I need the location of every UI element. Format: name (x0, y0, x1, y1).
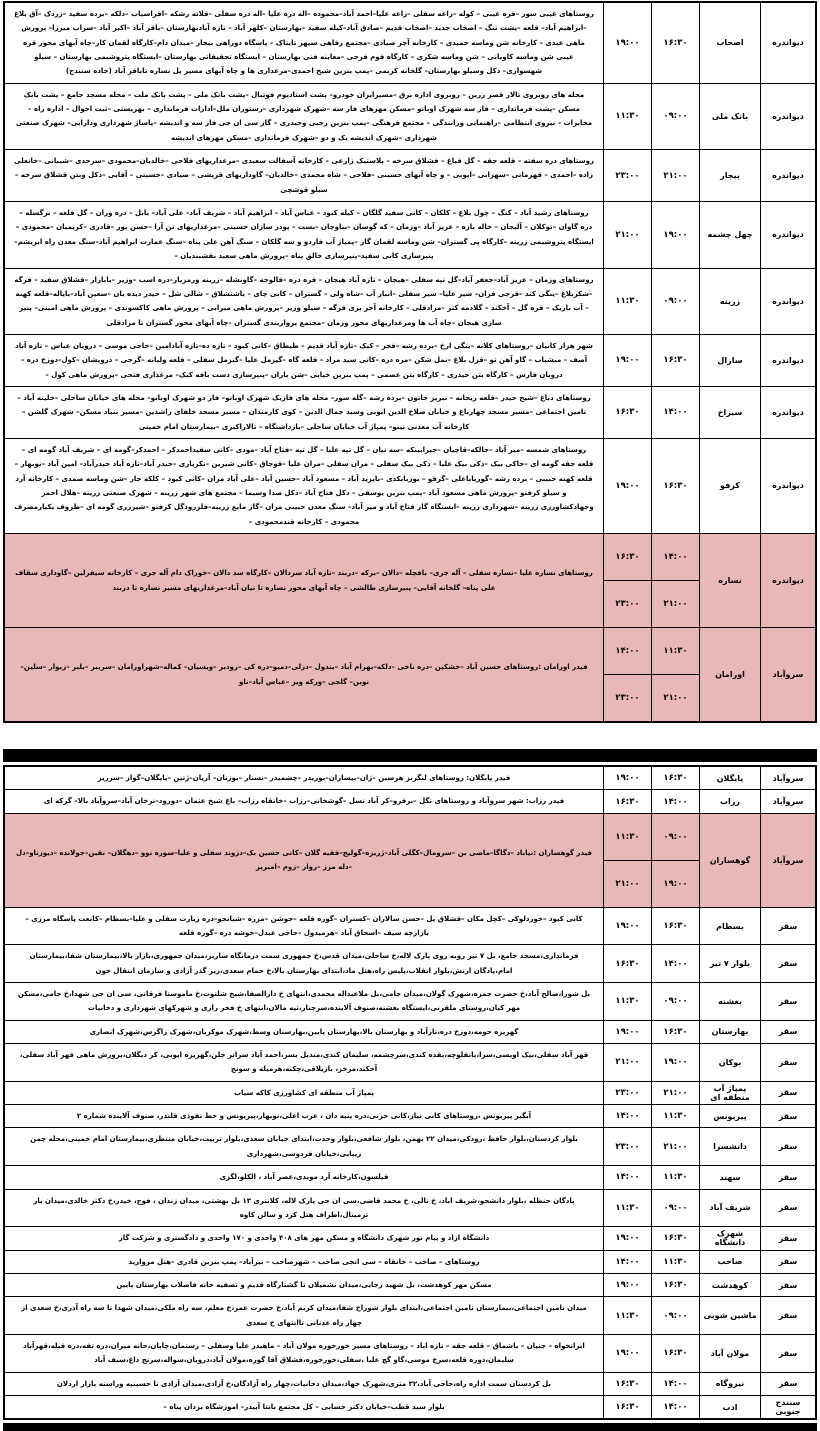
description-cell: بلوار سید قطب–خیابان دکتر حسابی – کل مجتمع بانتا آبیدر– اموزشگاه یزدان پناه – (4, 1395, 604, 1419)
start-time-cell: ۱۹:۰۰ (652, 860, 700, 907)
end-time-cell: ۱۱:۳۰ (604, 813, 652, 860)
bottom-border-bar (3, 1423, 817, 1431)
feeder-cell: ادب (700, 1395, 761, 1419)
end-time-cell: ۱۹:۰۰ (604, 766, 652, 790)
region-cell: دیواندره (761, 83, 817, 149)
outage-table-bottom (3, 765, 817, 1420)
region-cell: سقز (761, 1372, 817, 1395)
start-time-cell: ۱۶:۳۰ (652, 1273, 700, 1296)
start-time-cell: ۱۶:۳۰ (652, 2, 700, 83)
region-cell: سقز (761, 1334, 817, 1372)
feeder-cell: بغشنه (700, 983, 761, 1021)
table-row (4, 766, 816, 790)
feeder-cell: کرفو (700, 438, 761, 533)
start-time-cell: ۱۶:۳۰ (652, 1334, 700, 1372)
region-cell: سروآباد (761, 790, 817, 813)
region-cell: سقز (761, 983, 817, 1021)
end-time-cell: ۱۱:۳۰ (604, 983, 652, 1021)
table-row (4, 1020, 816, 1043)
feeder-cell: زرینه (700, 268, 761, 334)
end-time-cell: ۲۳:۰۰ (604, 1128, 652, 1166)
start-time-cell: ۲۱:۰۰ (652, 581, 700, 628)
table-row (4, 1297, 816, 1335)
region-cell: سروآباد (761, 813, 817, 907)
region-cell: دیواندره (761, 438, 817, 533)
description-cell: میدان تامین اجتماعی،بیمارستان تامین اجتماعی،ابتدای بلوار شوراخ شفا،میدان کریم آباد،خ حضرت عمر،خ معلم، سه راه ملکی،میدان شهدا تا سه راه آذری،خ سعدی از چهار راه عدنانی تاانتهای خ سعدی (4, 1297, 604, 1335)
table-row (4, 150, 816, 202)
description-cell: مسکن مهر کوهدشت، بل شهید رجایی،میدان نشمیلان تا گشتارگاه قدیم و تصفیه خانه فاضلاب بهارستان پایین (4, 1273, 604, 1296)
feeder-cell: سیزاخ (700, 386, 761, 438)
start-time-cell: ۲۱:۰۰ (652, 1128, 700, 1166)
start-time-cell: ۱۱:۳۰ (652, 628, 700, 675)
end-time-cell: ۱۹:۰۰ (604, 438, 652, 533)
region-cell: سروآباد (761, 628, 817, 723)
end-time-cell: ۱۴:۰۰ (604, 1166, 652, 1189)
table-row (4, 1372, 816, 1395)
feeder-cell: پمپاژ آب منطقه ای (700, 1081, 761, 1104)
region-cell: دیواندره (761, 534, 817, 628)
table-row (4, 983, 816, 1021)
feeder-cell: بوکان (700, 1044, 761, 1082)
end-time-cell: ۱۶:۳۰ (604, 534, 652, 581)
description-cell: پادگان حنظله ،بلوار دانشجو،شریف اباد، خ نالی، خ محمد قاضی،سی ان جی پارک لاله، کلانتری ۱۳ بل بهشتی، میدان زندان ، فوج، خیدر،خ دکتر خالدی،میدان بار ترمینال،اطراف هتل کرد و سالن کاوه (4, 1189, 604, 1227)
region-cell: سقز (761, 1128, 817, 1166)
description-cell: روستاهای غیبی سور –قره غیبی – کوله –زاغه سفلی –زاغه علیا–احمد آباد–محموده –اله دره علیا –اله دره سفلی –قلاته رشکه –افراسیاب –دلکه –برده سفید –زردک –آق بلاغ –ابراهیم آباد– قلعه –پشت تنگ – اصحاب جدید –اصحاب قدیم –صادق آباد–کیله سفید –بهارستان –کلهر آباد – تازه آبادبهارستان –باقر آباد –اکبر آباد –سراب میرزا– پرورش ماهی عبدی – کارخانه شن وماسه حمیدی – کارخانه آجر صیادی –مجتمع رفاهی سپهر تایتاک – پاسگاه دوراهی بیجار –میدان دام–کارگاه لقمان کار–چاه آبهای محور قره غیبی شن وماسه کاویانی – شن وماسه شکری – کارگاه قوم فرجی –معاینه فنی بهارستان – ایستگاه تحقیقاتی بهارستان –ایستگاه پتروشیمی بهارستان – سیلو شهسواری– دکل وسیلو بهارستان– گلخانه کریمی –پمپ بنزین شیخ احمدی–مرغداری ها و چاه آبهای مسیر پل نساره تاباقر آباد (جاده سنندج) (4, 2, 604, 83)
feeder-cell: مولان آباد (700, 1334, 761, 1372)
feeder-cell: شهرک دانشگاه (700, 1227, 761, 1250)
outage-table-top (3, 1, 817, 723)
region-cell: سنندج جنوبی (761, 1395, 817, 1419)
table-row (4, 945, 816, 983)
table-row (4, 628, 816, 675)
feeder-cell: چهل چشمه (700, 202, 761, 268)
end-time-cell: ۲۳:۰۰ (604, 581, 652, 628)
end-time-cell: ۱۴:۰۰ (604, 628, 652, 675)
description-cell: فیدر اورامان :روستاهای حسین آباد –خشکین –دره ناخی –دلکه–بهرام آباد –بندول –دزلی–دمیو–دره کی –رودبر –ویسیان– کماله–شهراورامان –سریبر –بلبر –زیوار –سلین–نوین– گلجی –ورکه ویر –عباس آباد–ناو (4, 628, 604, 723)
feeder-cell: کوهدشت (700, 1273, 761, 1296)
region-cell: دیواندره (761, 268, 817, 334)
table-row (4, 1250, 816, 1273)
end-time-cell: ۱۱:۳۰ (604, 1297, 652, 1335)
end-time-cell: ۱۴:۰۰ (604, 1105, 652, 1128)
feeder-cell: سارال (700, 334, 761, 386)
start-time-cell: ۱۴:۰۰ (652, 945, 700, 983)
start-time-cell: ۱۱:۳۰ (652, 1250, 700, 1273)
table-row (4, 790, 816, 813)
description-cell: آبگیر پیریونس ،روستاهای کانی نیاز،کانی حزنی،دره پنبه دان ، عرب اغلی،نوبهار،پیریونس و خط نفوذی قلندر، صنوف آلاینده شماره ۲ (4, 1105, 604, 1128)
tables-root (3, 1, 817, 1420)
region-cell: سقز (761, 1273, 817, 1296)
description-cell: روستاهای – صاحب – خانقاه – سی انجی صاحب – شهرصاحب – تیرآباد– پمپ بنزین قادری –هتل مروارید (4, 1250, 604, 1273)
end-time-cell: ۱۱:۳۰ (604, 1189, 652, 1227)
start-time-cell: ۱۹:۰۰ (652, 1044, 700, 1082)
end-time-cell: ۱۹:۰۰ (604, 907, 652, 945)
start-time-cell: ۱۶:۳۰ (652, 1020, 700, 1043)
feeder-cell: رزاب (700, 790, 761, 813)
feeder-cell: اورامان (700, 628, 761, 723)
start-time-cell: ۰۹:۰۰ (652, 983, 700, 1021)
feeder-cell: بهارستان (700, 1020, 761, 1043)
start-time-cell: ۱۹:۰۰ (652, 202, 700, 268)
end-time-cell: ۱۹:۰۰ (604, 1227, 652, 1250)
description-cell: روستاهای دره سفته – قلعه جقه – گل قباغ – قشلاق سرخه – پلاستیک زارعی – کارخانه آسفالت سعیدی –مرغداریهای فلاحی –خالدیان–محمودی –سرحدی –شیبانی –خانعلی زاده –احمدی – قهرمانی –سهرابی –ایوبی – و چاه آبهای حسینی –فلاحی – شاه محمدی –خالدیان– گاوداریهای قریشی – صیادی –حسینی – آقایی –دکل وبتن قشلاق سرخه –سیلو قوشچی (4, 150, 604, 202)
start-time-cell: ۱۶:۳۰ (652, 334, 700, 386)
end-time-cell: ۱۹:۰۰ (604, 1273, 652, 1296)
start-time-cell: ۱۴:۰۰ (652, 386, 700, 438)
start-time-cell: ۱۴:۰۰ (652, 1372, 700, 1395)
table-row (4, 813, 816, 860)
table-row (4, 1105, 816, 1128)
table-row (4, 1166, 816, 1189)
region-cell: دیواندره (761, 202, 817, 268)
table-separator-bar (3, 749, 817, 762)
description-cell: فیدر رزاب: شهر سروآباد و روستاهای نگل –برقرو–کر آباد نسل –گوشخانی–رزاب –خانقاه رزاب– باغ شیخ عثمان –دورود–نرخان آباد–سروآباد بالا– گرکه ای (4, 790, 604, 813)
region-cell: دیواندره (761, 150, 817, 202)
end-time-cell: ۲۳:۰۰ (604, 150, 652, 202)
end-time-cell: ۱۱:۳۰ (604, 83, 652, 149)
end-time-cell: ۲۱:۰۰ (604, 860, 652, 907)
description-cell: روستاهای رشید آباد – کنگ – چول بلاغ – کلکان – کانی سفید گلگان – کیله کبود – عباس آباد – ابراهیم آباد – شریف آباد– علی آباد– بابل – دره وران – گل قلعه – نرگسله –دره گاوان –توکلان – آلیجان – خاله بازه – عزیز آباد –وزمان – که گوسان –بناوچان –بست – پودر سازان حسینی –مرغداریهای تن آرا –حسن پور –قادری –کریمیان –محمودی –ایستگاه پتروشیمی زرینه –کارگاه پی گستران– شن وماسه لقمان گاز –پمپاژ آب فاردو و سه گلکان – سنگ آهن علی پناه –سنگ عمارت ابراهیم آباد–سنگ معدن راه ابریشم–پنیرسازی کانی سفید–پنیرسازی خالق پناه –پرورش ماهی سعید نقشبندیان – (4, 202, 604, 268)
table-row (4, 268, 816, 334)
end-time-cell: ۱۹:۰۰ (604, 1020, 652, 1043)
end-time-cell: ۱۱:۳۰ (604, 268, 652, 334)
start-time-cell: ۱۴:۰۰ (652, 534, 700, 581)
table-row (4, 202, 816, 268)
description-cell: فیدر پایگلان: روستاهای لنگریز هرسین –ژان–بیساران–بوریدر –چشمیدر –نسنار –بوزنان– آریان–ژنین –پایگلان–گواز –سرریز (4, 766, 604, 790)
region-cell: دیواندره (761, 334, 817, 386)
feeder-cell: بلوار ۷ تیر (700, 945, 761, 983)
description-cell: روستاهای دباغ –شیخ حیدر –قلعه ریحانه – تبریز خاتون –برده رشه –گله سور– محله های فازیک شهرک اوبانو– فاز دو شهرک اوبانو– محله های خیابان ساحلی –خلینه آباد –تامین اجتماعی –مسیر مسجد چهارباغ و خیابان صلاح الدین ایوبی وسید جمال الدین – کوی کارمندان – مسیر مسجد خلفای راشدین –مسیر بنیاد مسکن– شهرک گلشن –کارخانه آب معدنی تینو– پمپاژ آب خیابان ساحلی –بازداشتگاه – تالاراکبری –بیمارستان امام خمینی (4, 386, 604, 438)
start-time-cell: ۱۶:۳۰ (652, 766, 700, 790)
feeder-cell: بانک ملی (700, 83, 761, 149)
table-row (4, 1273, 816, 1296)
end-time-cell: ۱۶:۳۰ (604, 790, 652, 813)
region-cell: سقز (761, 1105, 817, 1128)
start-time-cell: ۲۱:۰۰ (652, 150, 700, 202)
feeder-cell: نیروگاه (700, 1372, 761, 1395)
feeder-cell: اصحاب (700, 2, 761, 83)
start-time-cell: ۰۹:۰۰ (652, 813, 700, 860)
end-time-cell: ۲۳:۰۰ (604, 1081, 652, 1104)
description-cell: روستاهای شمسه –میر آباد –جالکه–قاچیان –جبرابینکه –سه نیان – گل تپه علیا – گل تپه –فتاح آباد –مودی –کانی سفیداحمدکر – احمدکر–گومه ای – شریف آباد گومه ای – قلعه جقه گومه ای –خاکی بیک –ذکی بیک علیا – ذکی بیک سفلی – مران سفلی –مران علیا –قوجاق –کانی شیرین –تکریاری –حیدر آباد–تازه آباد حیدرآباد– امین آباد –نوبهار – قلعه کهنه حبیبی – برده رشه –گورباباعلی –گرقو – بوزبانکدی –بایزید آباد – مسعود آباد –حسین آباد –علی آباد مران –کانی کبود – کلکه جار –شن وماسه صمدی – کارخانه آرد و سیلو کرفتو –پرورش ماهی مسعود آباد –پمپ بنزین یوسفی – دکل فتاح آباد –دکل صدا وسیما – مجتمع های شهر زرینه – شهرک صنعتی زرینه –هلال احمر وجهادکشاورزی زرینه –شهرداری زرینه –ایستگاه گاز فتاح آباد و میر آباد– سنگ معدن حبیبی مران –گاز مایع زرینه–فلزرودگل کرفتو –شیرزری گومه ای –ظروف یکبارمصرف محمودی – کارخانه قندمحمودی – (4, 438, 604, 533)
region-cell: سقز (761, 1250, 817, 1273)
end-time-cell: ۱۶:۳۰ (604, 1372, 652, 1395)
table-row (4, 83, 816, 149)
end-time-cell: ۱۶:۳۰ (604, 386, 652, 438)
table-row (4, 1395, 816, 1419)
feeder-cell: پایگلان (700, 766, 761, 790)
description-cell: بل شورا،صالح آباد،خ حضرت حمزه،شهرک گولان،میدان جامی،بل ملاعبداله محمدی،انتهای خ دارالصفا،شیخ شلتوت،خ ماموستا فرقانی، سی ان جی شهدا،خ جامی،مسکن مهر کیان،روستای ملقرنی،ایستگاه بغشنه،صنوف آلاینده،سرچنار،تپه مالان،انتهای خ فخر رازی و شهرکهای شهرداری و دخانیات (4, 983, 604, 1021)
table-row (4, 334, 816, 386)
description-cell: کانی کبود –خوردلوکی –کچل مکان –قشلاق پل –حسن سالاران –کسنزان –گوره قلعه –جوشن –مزره –شیانجو–دره زیارت سفلی و علیا–بسطام –کانعت پاسگاه مرزی – بازارچه سیف –اسحاق آباد –هرمیدول –حاجی عبدل–خوشه دره –گوره قلعه (4, 907, 604, 945)
description-cell: پمپاژ آب منطقه ای کشاورزی کاکه سیاب (4, 1081, 604, 1104)
start-time-cell: ۱۴:۰۰ (652, 1395, 700, 1419)
table-row (4, 534, 816, 581)
feeder-cell: دانشسرا (700, 1128, 761, 1166)
end-time-cell: ۲۱:۰۰ (604, 1044, 652, 1082)
region-cell: سقز (761, 1020, 817, 1043)
description-cell: فیدر گوهساران :نیاباد –دگاگا–ماضی بن –سرومال–کگلی آباد–ژریزه–گولیج–فقیه گلان –کانی حسین بک–دزوند سفلی و علیا–سوره نوو –دهگلان– نقین–جولانده –دیوزناو–دل –دله مرز –روار –زوم –امیریز (4, 813, 604, 907)
feeder-cell: بسطام (700, 907, 761, 945)
region-cell: سروآباد (761, 766, 817, 790)
feeder-cell: نساره (700, 534, 761, 628)
description-cell: شهر هزار کانیان –روستاهای کلانه –ینگی ارخ –برده رشه –فجر – کیک –تازه آباد قدیم – طیطاق –کانی کبود – تازه ده–تازه آبادامین –حاجی موسی – درویان عباس – تازه آباد آصف – میشیاب – گاو آهن تو –قزل بلاغ –نمل شکن –مره دره –کانی سید مراد – قلعه گاه –گیزمل علیا –گیزمل سفلی – قلعه ولیانه –گرجی – درویشان –کول–دوزخ دره – درویان فارس – کارگاه بتن حیدری – کارگاه بتن عصمی – پمپ بنزین خیابی –شن باران –پنیرسازی دست بافه کیک– مرغداری فتحی –پرورش ماهی کول – (4, 334, 604, 386)
end-time-cell: ۱۴:۰۰ (604, 1250, 652, 1273)
start-time-cell: ۱۶:۳۰ (652, 438, 700, 533)
table-row (4, 1044, 816, 1082)
region-cell: سقز (761, 907, 817, 945)
start-time-cell: ۰۹:۰۰ (652, 268, 700, 334)
table-row (4, 438, 816, 533)
region-cell: سقز (761, 1189, 817, 1227)
region-cell: سقز (761, 945, 817, 983)
start-time-cell: ۱۱:۳۰ (652, 1166, 700, 1189)
description-cell: روستاهای وزمان – عزیز آباد–جعفر آباد–گل تپه سفلی –هیجان – تازه آباد هیجان – قره دره –قالوجه –گاونشله –زرینه ورمزیار–دره اسب –وزیر –بابارار –قشلاق سفید – قرگه –شکربلاغ –ینگی کند –قرجی قران– سیر علیا– سیر سفلی –انبار آب –شاه ولی – گستران – کانی چای – باشنشلاق – شالی شل – حیدر دیده بان –سعین آباد–بایاله–قلعه کهنه – آب باریک – قره گل – آخکند – گلادمه کتر –مرادقلی – کارخانه آجر بری قرگه – سیلو وزیر –پرورش ماهی میرابی – پرورش ماهی کاکسوندی – پرورش ماهی امینی– پنیر سازی هیجان –چاه آب ها ومرغداریهای محور وزمان –مجتمع پرواربندی گستران –چاه آبهای محور گستران تا مرادقلی (4, 268, 604, 334)
description-cell: روستاهای نساره علیا –نساره سفلی – آله جری– بافچله –دالان –برکه –دربند –تازه آباد سردالان –کارگاه سد دالان –خوراک دام آله جری – کارخانه سیفرلین –گاوداری سقاف علی پناه– گلخانه آقایی– پنیرسازی طالشی – چاه آبهای محور نساره تا نیان آباد–مرغداریهای مسیر نساره تا دربند (4, 534, 604, 628)
feeder-cell: شریف آباد (700, 1189, 761, 1227)
end-time-cell: ۱۹:۰۰ (604, 2, 652, 83)
region-cell: دیواندره (761, 386, 817, 438)
end-time-cell: ۱۶:۳۰ (604, 1395, 652, 1419)
description-cell: قهر آباد سفلی،بیک اویسی،سرا،بانقلوچه،بقده کندی،سرچشمه، سلیمان کندی،مندیل بسر،احمد آباد سراتر جلن،گهریزه ایوبی، کر دیگلان،پرورش ماهی قهر آباد سفلی، آخکند،مرخز، بازیلاقی،چکنه،هرمیله و سونج (4, 1044, 604, 1082)
start-time-cell: ۱۱:۳۰ (652, 1105, 700, 1128)
description-cell: فرمانداری،مسجد جامع، بل ۷ تیر روبه روی پارک لاله،خ ساحلی،میدان قدس،خ جمهوری سمت درمانگاه ساریز،میدان جمهوری،بازار بالا،بیمارستان شفا،بیمارستان امام،پادگان ارتش،بلوار انقلاب،پلیس راه،هتل ماد،ابتدای بهارستان بالا،خ حمام سعدی،زیر گذر آزادی و سازمان انتقال خون (4, 945, 604, 983)
feeder-cell: بیجار (700, 150, 761, 202)
table-row (4, 386, 816, 438)
table-row (4, 2, 816, 83)
description-cell: ایرانخواه – جنیان – باشماق – قلعه جقه – تازه اباد – روستاهای مسیر خورخوره مولان آباد – ماهیدر علیا وسفلی – رستمان،چاپان،حانه میران،دره تفه،دره قبله،قهرآباد سلیمان،دوره قلعه،سرخ موسی،گاو گچ علیا ،سفلی،خورخوره،قشلاق آقا گوره،مولان آباد،درویان،سواله،سرنج داغ،سیف آباد (4, 1334, 604, 1372)
region-cell: سقز (761, 1166, 817, 1189)
region-cell: سقز (761, 1081, 817, 1104)
table-row (4, 1128, 816, 1166)
table-row (4, 1081, 816, 1104)
region-cell: سقز (761, 1227, 817, 1250)
region-cell: سقز (761, 1044, 817, 1082)
description-cell: دانشگاه ازاد و پیام نور شهرک دانشگاه و مسکن مهر های ۴۰۸ واحدی و ۱۷۰ واحدی و دادگستری و شرکت گاز (4, 1227, 604, 1250)
start-time-cell: ۱۶:۳۰ (652, 1227, 700, 1250)
start-time-cell: ۱۴:۰۰ (652, 790, 700, 813)
start-time-cell: ۲۱:۰۰ (652, 675, 700, 723)
feeder-cell: سهند (700, 1166, 761, 1189)
start-time-cell: ۲۱:۰۰ (652, 1081, 700, 1104)
description-cell: بلوار کردستان،بلوار حافظ ،رودکی،میدان ۲۲ بهمن، بلوار شافعی،بلوار وحدت،ابتدای خیابان سعدی،بلوار تربیت،خیابان منتظری،بیمارستان امام خمینی،محله چمن زیبایی،خیابان فردوسی،شهرداری (4, 1128, 604, 1166)
start-time-cell: ۰۹:۰۰ (652, 1297, 700, 1335)
feeder-cell: صاحب (700, 1250, 761, 1273)
description-cell: بل کردستان سمت اداره راه،حاجی آباد،۳۲ متری،شهرک جهاد،میدان دخانیات،چهار راه آزادگان،خ آزادی،میدان آزادی تا حسینیه وراسته بازار اردلان (4, 1372, 604, 1395)
end-time-cell: ۱۹:۰۰ (604, 334, 652, 386)
end-time-cell: ۲۱:۰۰ (604, 202, 652, 268)
description-cell: محله های روبروی تالار قصر زرین – روبروی اداره برق –مسیرایران خودرو– پشت استادیوم فوتبال –پشت بانک ملی – پشت بانک ملت – محله مسجد جامع – پشت بانک مسکن –پشت فرمانداری – فاز سه شهرک اوبانو –مسکن مهرهای فاز سه –شهرک شهرداری –رستوران ملل–ادارات فرمانداری – بهزیستی –ثبت احوال – اداره راه – مخابرات – نیروی انتظامی –راهنمایی ورانندگی – مجتمع فرهنگی –پمپ بنزین رجبی وحیدری – گاز سی ان جی فاز سه و اندیشه –پاساژ شهرداری ودارایی– شهرک صنعتی شهرداری –شهرک اندیشه یک و دو –شهرک فرمانداری –مسکن مهرهای اندیشه (4, 83, 604, 149)
end-time-cell: ۱۹:۰۰ (604, 1334, 652, 1372)
table-row (4, 1189, 816, 1227)
description-cell: قیلسون،کارخانه آرد مویدی،عصر آباد ، الکلو،لگزی (4, 1166, 604, 1189)
start-time-cell: ۱۶:۳۰ (652, 907, 700, 945)
feeder-cell: ماشین شویی (700, 1297, 761, 1335)
end-time-cell: ۲۳:۰۰ (604, 675, 652, 723)
description-cell: گهریزه حومه،دوزخ دره،تازآباد و بهارستان بالا،بهارستان پایین،بهارستان وسط،شهرک موکریان،شهرک زاگرس،شهرک انصاری (4, 1020, 604, 1043)
feeder-cell: گوهساران (700, 813, 761, 907)
feeder-cell: پیریونس (700, 1105, 761, 1128)
region-cell: دیواندره (761, 2, 817, 83)
start-time-cell: ۰۹:۰۰ (652, 1189, 700, 1227)
table-row (4, 1334, 816, 1372)
end-time-cell: ۱۶:۳۰ (604, 945, 652, 983)
table-row (4, 1227, 816, 1250)
region-cell: سقز (761, 1297, 817, 1335)
table-row (4, 907, 816, 945)
start-time-cell: ۰۹:۰۰ (652, 83, 700, 149)
